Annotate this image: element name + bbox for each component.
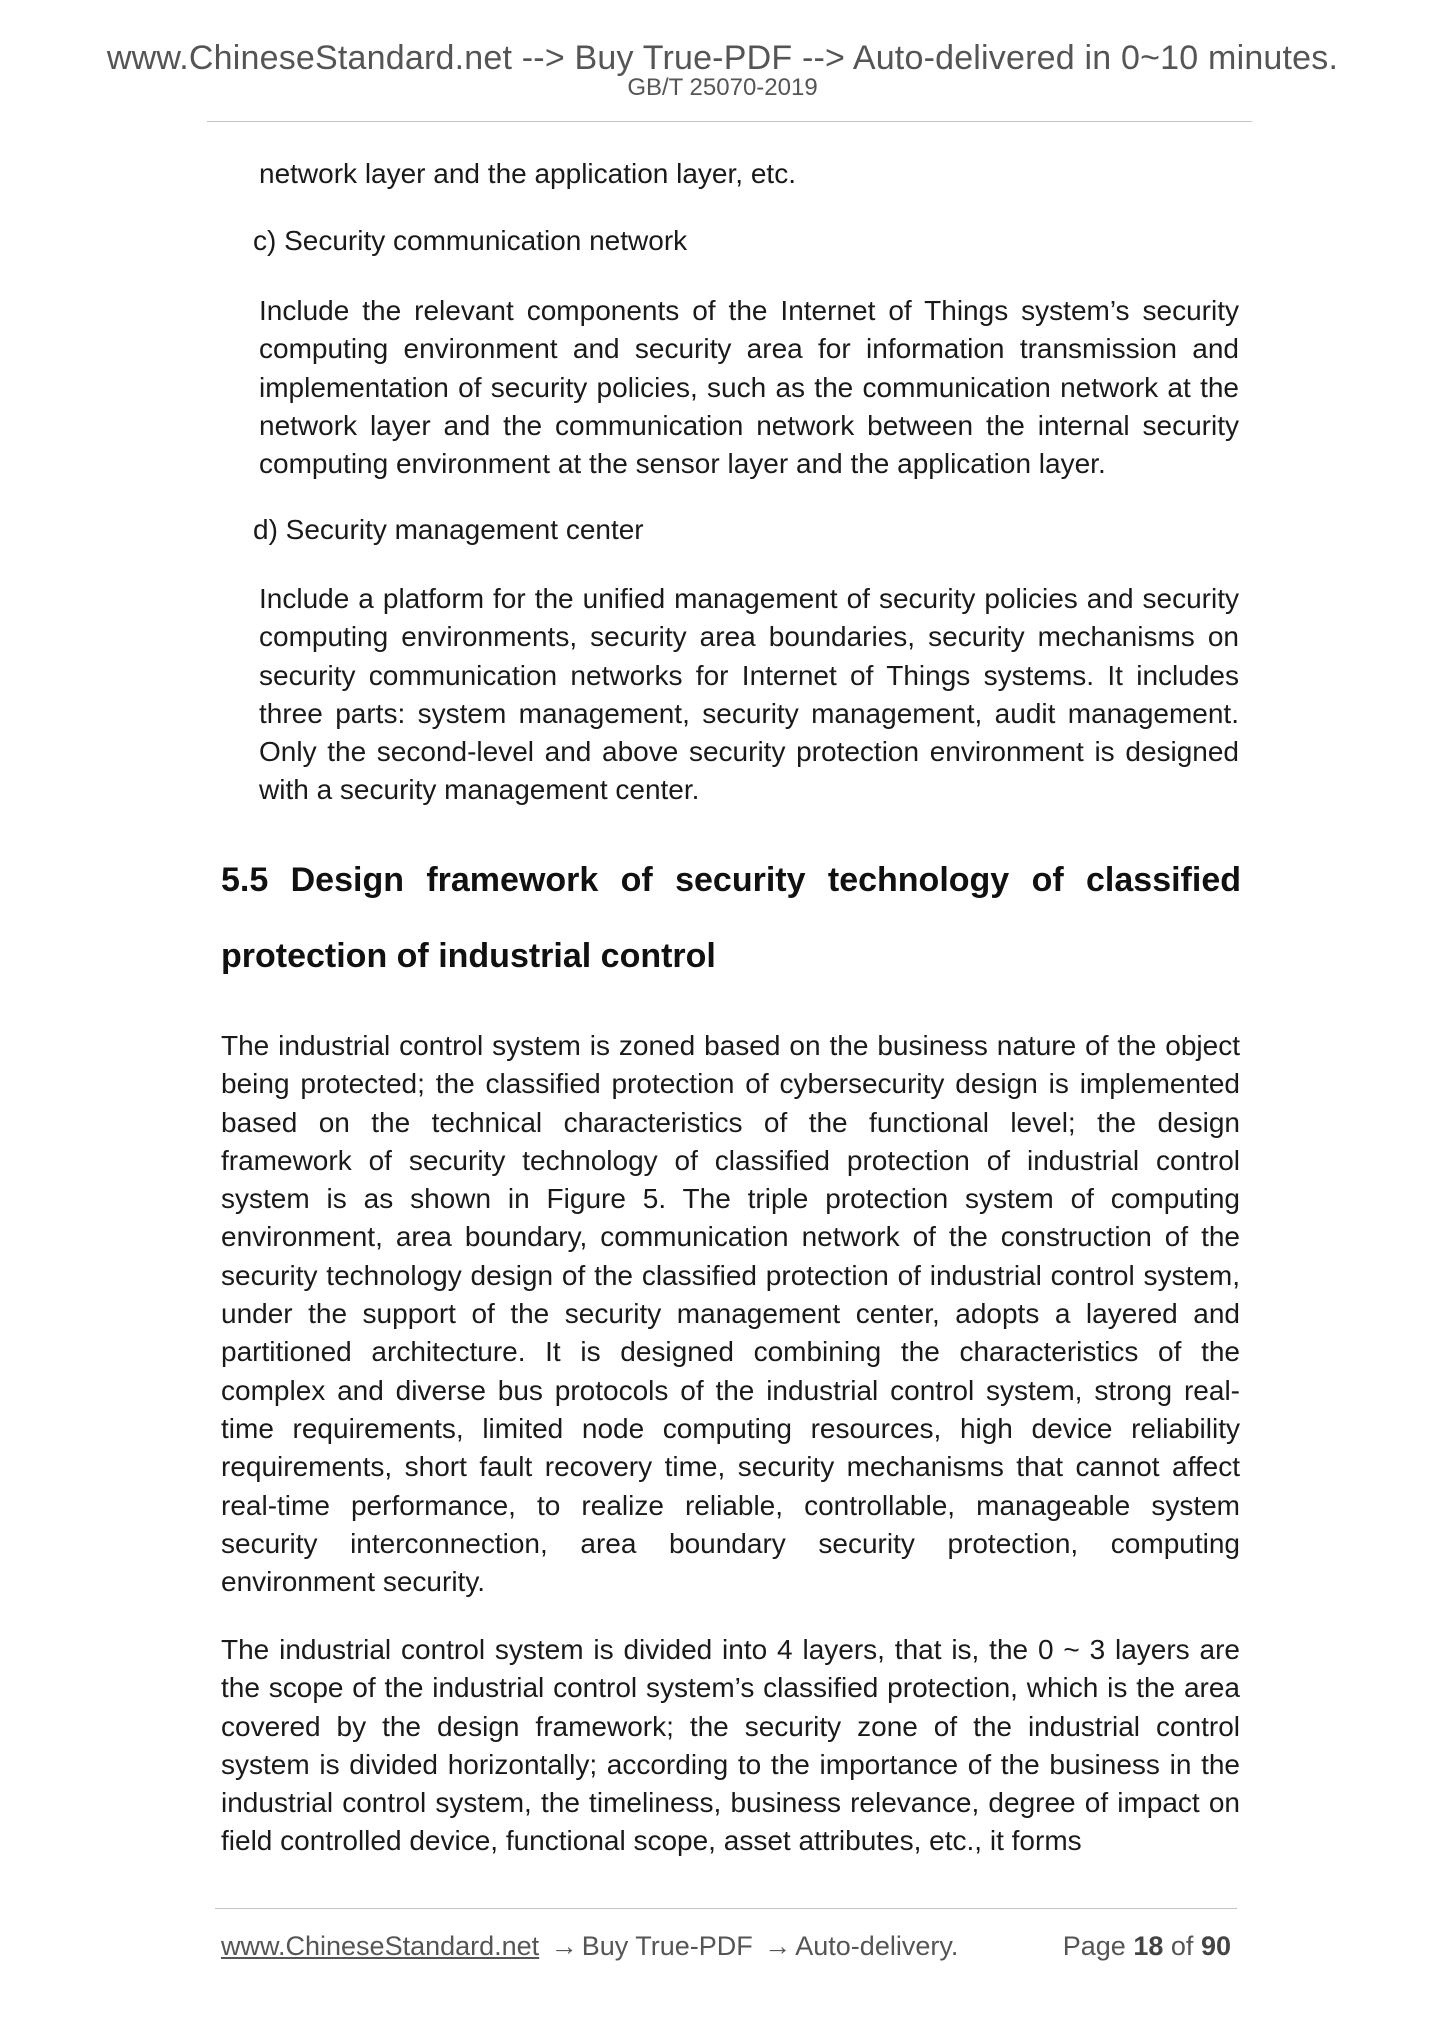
standard-code: GB/T 25070-2019 bbox=[627, 74, 818, 101]
arrow-right-icon: → bbox=[550, 1931, 578, 1961]
header-divider bbox=[207, 121, 1252, 122]
item-c-text: Include the relevant components of the Internet of Things system’s security computing environment and security area for information transmission and implementation of security policies, such as the communication network at the network layer and the communication network between the internal security computing environment at the sensor layer and the application layer. bbox=[259, 295, 1239, 480]
footer-divider bbox=[215, 1908, 1237, 1909]
footer-auto-text: Auto-delivery. bbox=[795, 1931, 959, 1961]
footer-site-link[interactable]: www.ChineseStandard.net bbox=[221, 1931, 540, 1961]
arrow-right-icon: → bbox=[764, 1931, 792, 1961]
section-paragraph-1: The industrial control system is zoned based on the business nature of the object being protected; the classified protection of cybersecurity design is implemented based on the technical characteristics of the functional level; the design framework of security technology of classified protection of industrial control system is as shown in Figure 5. The triple protection system of computing environment, area boundary, communication network of the construction of the security technology design of the classified protection of industrial control system, under the support of the security management center, adopts a layered and partitioned architecture. It is designed combining the characteristics of the complex and diverse bus protocols of the industrial control system, strong real-time requirements, limited node computing resources, high device reliability requirements, short fault recovery time, security mechanisms that cannot affect real-time performance, to realize reliable, controllable, manageable system security interconnection, area boundary security protection, computing environment security. bbox=[221, 1030, 1240, 1598]
top-banner: www.ChineseStandard.net --> Buy True-PDF --> Auto-delivered in 0~10 minutes. bbox=[106, 39, 1339, 77]
item-c-title: c) Security communication network bbox=[253, 225, 688, 256]
page-of-label: of bbox=[1170, 1931, 1194, 1961]
item-d-text: Include a platform for the unified management of security policies and security computing environments, security area boundaries, security mechanisms on security communication networks for Internet of Things systems. It includes three parts: system management, security management, audit management. Only the second-level and above security protection environment is designed with a security management center. bbox=[259, 583, 1239, 806]
page-label: Page bbox=[1062, 1931, 1126, 1961]
page-indicator bbox=[1063, 1929, 1231, 1963]
footer-buy-text: Buy True-PDF bbox=[581, 1931, 753, 1961]
carryover-paragraph: network layer and the application layer, etc. bbox=[259, 158, 796, 189]
section-heading: 5.5 Design framework of security technology of classified protection of industrial control bbox=[221, 861, 1241, 975]
section-paragraph-2: The industrial control system is divided into 4 layers, that is, the 0 ~ 3 layers are the scope of the industrial control system’s classified protection, which is the area covered by the design framework; the security zone of the industrial control system is divided horizontally; according to the importance of the business in the industrial control system, the timeliness, business relevance, degree of impact on field controlled device, functional scope, asset attributes, etc., it forms bbox=[221, 1634, 1240, 1857]
item-d-title: d) Security management center bbox=[253, 514, 644, 545]
page-total: 90 bbox=[1200, 1931, 1231, 1961]
page-current: 18 bbox=[1133, 1931, 1164, 1961]
